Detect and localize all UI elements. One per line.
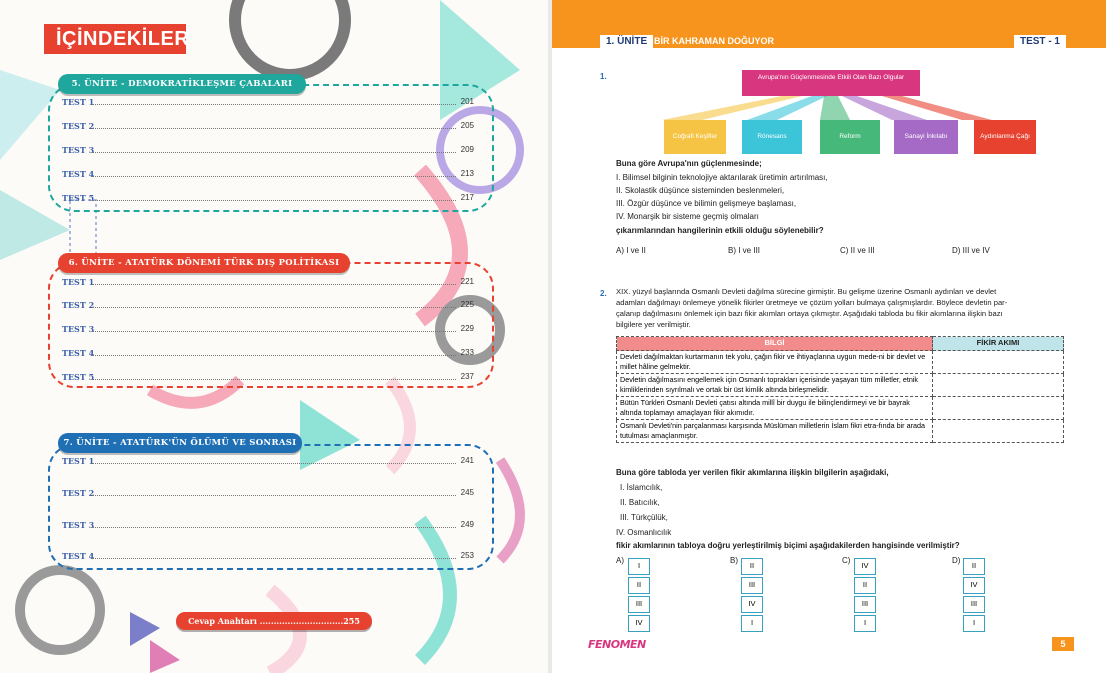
- question-2-item: IV. Osmanlıcılık: [616, 528, 672, 537]
- option-b[interactable]: B): [730, 556, 738, 565]
- stack-cell: I: [963, 615, 985, 632]
- diagram-box: Reform: [820, 120, 880, 154]
- stack-cell: IV: [854, 558, 876, 575]
- stack-cell: II: [741, 558, 763, 575]
- question-1-item: IV. Monarşik bir sisteme geçmiş olmaları: [616, 212, 759, 221]
- table-cell-empty: [933, 351, 1064, 374]
- question-1-item: II. Skolastik düşünce sisteminden beslenmeleri,: [616, 186, 785, 195]
- question-2-stem: Buna göre tabloda yer verilen fikir akımlarına ilişkin bilgilerin aşağıdaki,: [616, 468, 889, 477]
- unit-name: BİR KAHRAMAN DOĞUYOR: [654, 36, 774, 46]
- question-2-intro: bilgilere yer verilmiştir.: [616, 320, 691, 329]
- diagram-box: Aydınlanma Çağı: [974, 120, 1036, 154]
- table-cell-empty: [933, 397, 1064, 420]
- question-1-stem: Buna göre Avrupa'nın güçlenmesinde;: [616, 159, 762, 168]
- option-a[interactable]: A): [616, 556, 624, 565]
- stack-cell: I: [854, 615, 876, 632]
- toc-row[interactable]: [62, 145, 474, 157]
- stack-cell: II: [963, 558, 985, 575]
- stack-cell: IV: [628, 615, 650, 632]
- toc-row[interactable]: [62, 488, 474, 500]
- diagram-box: Coğrafi Keşifler: [664, 120, 726, 154]
- stack-cell: II: [628, 577, 650, 594]
- stack-cell: III: [854, 596, 876, 613]
- toc-row-label: TEST 4: [62, 169, 95, 179]
- test-label: TEST - 1: [1014, 35, 1066, 48]
- diagram-title: Avrupa'nın Güçlenmesinde Etkili Olan Bazı Olgular: [742, 70, 920, 96]
- question-1-prompt: çıkarımlarından hangilerinin etkili olduğu söylenebilir?: [616, 226, 824, 235]
- test-page: [552, 0, 1106, 673]
- toc-row[interactable]: [62, 348, 474, 360]
- diagram-box: Sanayi İnkılabı: [894, 120, 958, 154]
- stack-cell: III: [741, 577, 763, 594]
- option-c[interactable]: C): [842, 556, 851, 565]
- diagram-box: Rönesans: [742, 120, 802, 154]
- toc-row[interactable]: [62, 169, 474, 181]
- table-header-info: BİLGİ: [617, 337, 933, 351]
- toc-row[interactable]: [62, 300, 474, 312]
- toc-row[interactable]: [62, 97, 474, 109]
- stack-cell: III: [628, 596, 650, 613]
- answer-key-link[interactable]: Cevap Anahtarı ..............................255: [176, 612, 372, 630]
- toc-row[interactable]: [62, 372, 474, 384]
- toc-row[interactable]: [62, 520, 474, 532]
- question-2-intro: XIX. yüzyıl başlarında Osmanlı Devleti dağılma sürecine girmiştir. Bu gelişme üzerine Osmanlı aydınları ve devlet: [616, 287, 997, 296]
- question-1-item: III. Özgür düşünce ve bilimin gelişmeye başlaması,: [616, 199, 797, 208]
- option-b-stack[interactable]: [741, 558, 763, 634]
- stack-cell: I: [741, 615, 763, 632]
- toc-row[interactable]: [62, 551, 474, 563]
- toc-row-label: TEST 3: [62, 324, 95, 334]
- stack-cell: I: [628, 558, 650, 575]
- stack-cell: IV: [963, 577, 985, 594]
- table-cell: Bütün Türkleri Osmanlı Devleti çatısı altında millî bir duygu ile bilinçlendirmeyi ve bir bayrak altında toplamayı amaçlayan fikir akımıdır.: [617, 397, 933, 420]
- toc-row-label: TEST 2: [62, 300, 95, 310]
- toc-row-label: TEST 1: [62, 277, 95, 287]
- question-2-prompt: fikir akımlarının tabloya doğru yerleştirilmiş biçimi aşağıdakilerden hangisinde verilmiştir?: [616, 541, 960, 550]
- toc-row-page: 201: [460, 97, 474, 106]
- unit-label: 1. ÜNİTE: [600, 35, 653, 48]
- section-5-title: 5. ÜNİTE - DEMOKRATİKLEŞME ÇABALARI: [58, 74, 306, 94]
- question-2-intro: çalanıp dağılmasını önlemek için bazı fikir akımları ortaya çıkmıştır. Aşağıdaki tabloda bu fikir akımlarına ilişkin bazı: [616, 309, 1003, 318]
- toc-row-label: TEST 5: [62, 372, 95, 382]
- option-a-stack[interactable]: [628, 558, 650, 634]
- toc-row-page: 245: [460, 488, 474, 497]
- option-d[interactable]: D) III ve IV: [952, 246, 990, 255]
- toc-row-page: 209: [460, 145, 474, 154]
- page-number: 5: [1052, 637, 1074, 651]
- table-header-movement: FİKİR AKIMI: [933, 337, 1064, 351]
- question-2-item: I. İslamcılık,: [620, 483, 663, 492]
- toc-row[interactable]: [62, 456, 474, 468]
- toc-row-label: TEST 5: [62, 193, 95, 203]
- option-d-stack[interactable]: [963, 558, 985, 634]
- question-1-number: 1.: [600, 72, 607, 81]
- info-table: [616, 336, 1064, 443]
- toc-row-label: TEST 4: [62, 348, 95, 358]
- toc-row-page: 253: [460, 551, 474, 560]
- option-c-stack[interactable]: [854, 558, 876, 634]
- toc-row-page: 221: [460, 277, 474, 286]
- option-d[interactable]: D): [952, 556, 961, 565]
- toc-row-label: TEST 1: [62, 456, 95, 466]
- table-cell-empty: [933, 374, 1064, 397]
- stack-cell: IV: [741, 596, 763, 613]
- question-2-item: II. Batıcılık,: [620, 498, 660, 507]
- option-b[interactable]: B) I ve III: [728, 246, 761, 255]
- question-2-intro: adamları dağılmayı önlemeye yönelik fikirler üretmeye ve çözüm yolları bulmaya çalışmışlardır. Böylece devletin par-: [616, 298, 1008, 307]
- toc-title: İÇİNDEKİLER: [44, 24, 186, 54]
- section-7-title: 7. ÜNİTE - ATATÜRK'ÜN ÖLÜMÜ VE SONRASI: [58, 433, 302, 453]
- section-6-title: 6. ÜNİTE - ATATÜRK DÖNEMİ TÜRK DIŞ POLİTİKASI: [58, 253, 350, 273]
- toc-row-label: TEST 2: [62, 488, 95, 498]
- toc-row-label: TEST 1: [62, 97, 95, 107]
- option-c[interactable]: C) II ve III: [840, 246, 875, 255]
- option-a[interactable]: A) I ve II: [616, 246, 646, 255]
- toc-row-label: TEST 3: [62, 145, 95, 155]
- table-cell: Devleti dağılmaktan kurtarmanın tek yolu, çağın fikir ve ihtiyaçlarına uygun mede-ni bir devlet ve millet hâline gelmektir.: [617, 351, 933, 374]
- toc-row-page: 205: [460, 121, 474, 130]
- toc-row[interactable]: [62, 193, 474, 205]
- stack-cell: II: [854, 577, 876, 594]
- toc-row-page: 249: [460, 520, 474, 529]
- table-cell: Devletin dağılmasını engellemek için Osmanlı toprakları içerisinde yaşayan tüm milletler, etnik kimliklerinden sıyrılmalı ve ortak bir üst kimlik altında birleşmelidir.: [617, 374, 933, 397]
- toc-row[interactable]: [62, 277, 474, 289]
- toc-row-label: TEST 2: [62, 121, 95, 131]
- toc-row-page: 217: [460, 193, 474, 202]
- table-cell: Osmanlı Devleti'nin parçalanması karşısında Müslüman milletlerin İslam fikri etra-fında bir arada tutulması amaçlanmıştır.: [617, 420, 933, 443]
- question-2-number: 2.: [600, 289, 607, 298]
- toc-row-page: 213: [460, 169, 474, 178]
- toc-row-page: 233: [460, 348, 474, 357]
- toc-row[interactable]: [62, 324, 474, 336]
- toc-row-page: 229: [460, 324, 474, 333]
- toc-page: [0, 0, 548, 673]
- stack-cell: III: [963, 596, 985, 613]
- toc-row-page: 225: [460, 300, 474, 309]
- publisher-logo: FENOMEN: [588, 638, 646, 651]
- toc-row-label: TEST 4: [62, 551, 95, 561]
- toc-row[interactable]: [62, 121, 474, 133]
- toc-row-label: TEST 3: [62, 520, 95, 530]
- question-2-item: III. Türkçülük,: [620, 513, 668, 522]
- toc-row-page: 241: [460, 456, 474, 465]
- question-1-item: I. Bilimsel bilginin teknolojiye aktarılarak üretimin artırılması,: [616, 173, 828, 182]
- table-cell-empty: [933, 420, 1064, 443]
- toc-row-page: 237: [460, 372, 474, 381]
